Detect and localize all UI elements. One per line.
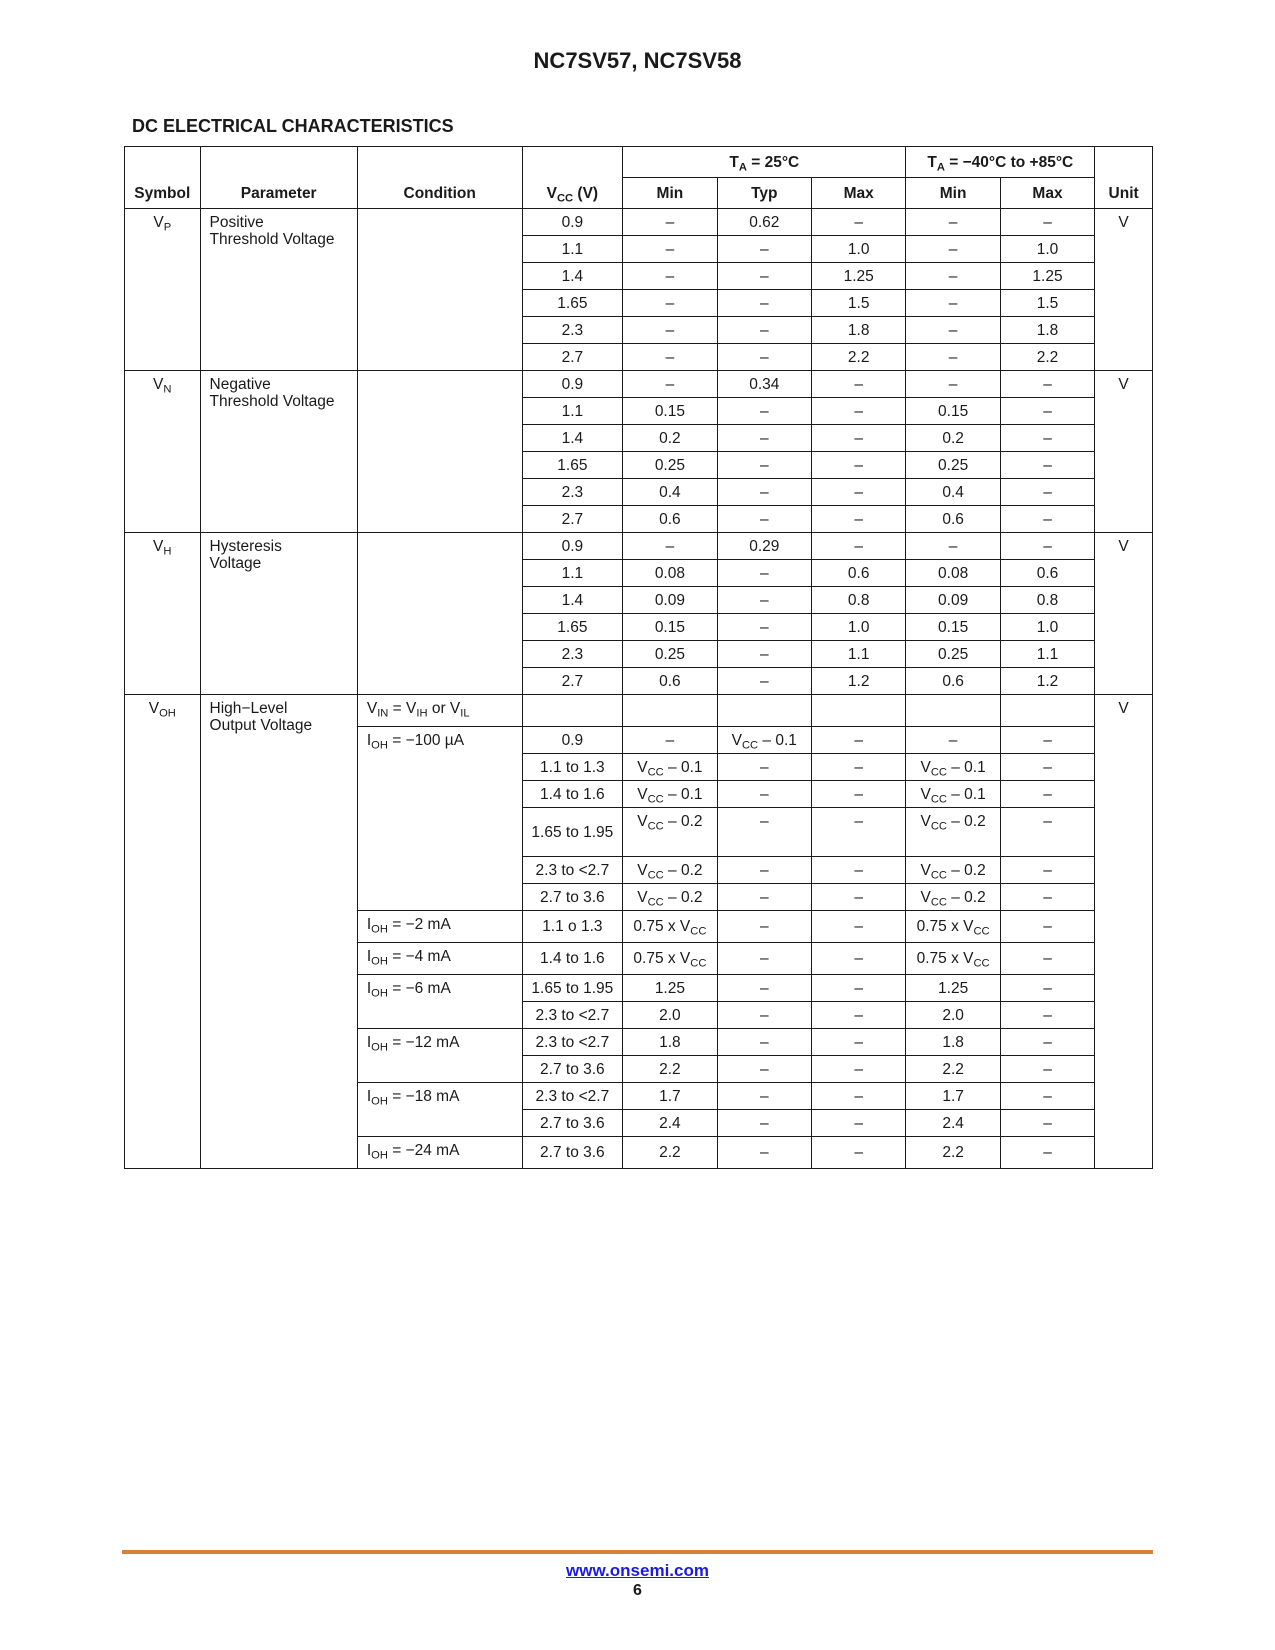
condition-cell bbox=[357, 533, 522, 695]
cell-min-range: 0.6 bbox=[906, 668, 1000, 695]
cell-min-range: $V_{CC} - 0.1$ bbox=[906, 754, 1000, 781]
cell-vcc: 0.9 bbox=[522, 209, 623, 236]
cell-typ-25c: $V_{CC} - 0.1$ bbox=[717, 727, 811, 754]
header-vcc: $V_{CC}$ (V) bbox=[522, 147, 623, 209]
cell-min-range: – bbox=[906, 209, 1000, 236]
table-row bbox=[125, 695, 1153, 727]
footer-website-link[interactable]: www.onsemi.com bbox=[566, 1561, 709, 1580]
cell-vcc: 1.4 to 1.6 bbox=[522, 943, 623, 975]
cell-vcc: 2.7 to 3.6 bbox=[522, 1056, 623, 1083]
cell-max-25c: 1.5 bbox=[811, 290, 905, 317]
cell-max-25c: – bbox=[811, 1002, 905, 1029]
cell-min-25c: – bbox=[623, 317, 717, 344]
cell-max-range: 1.5 bbox=[1000, 290, 1094, 317]
cell-max-range: 0.8 bbox=[1000, 587, 1094, 614]
cell-vcc: 1.65 bbox=[522, 614, 623, 641]
cell-min-25c: 2.4 bbox=[623, 1110, 717, 1137]
cell-max-25c: 1.2 bbox=[811, 668, 905, 695]
cell-typ-25c: – bbox=[717, 263, 811, 290]
cell-min-25c: 0.15 bbox=[623, 398, 717, 425]
cell-max-range: – bbox=[1000, 857, 1094, 884]
cell-max-25c: – bbox=[811, 754, 905, 781]
cell-typ-25c: – bbox=[717, 614, 811, 641]
cell-vcc: 2.7 to 3.6 bbox=[522, 1110, 623, 1137]
cell-min-25c: 0.09 bbox=[623, 587, 717, 614]
condition-cell: $I_{OH} = -12$ mA bbox=[357, 1029, 522, 1083]
cell-max-25c: – bbox=[811, 911, 905, 943]
condition-cell: $I_{OH} = -2$ mA bbox=[357, 911, 522, 943]
cell-max-25c: – bbox=[811, 425, 905, 452]
cell-min-range: $V_{CC} - 0.2$ bbox=[906, 884, 1000, 911]
cell-max-range: – bbox=[1000, 371, 1094, 398]
cell-max-25c: 2.2 bbox=[811, 344, 905, 371]
cell-vcc: 1.1 bbox=[522, 560, 623, 587]
cell-typ-25c: – bbox=[717, 1029, 811, 1056]
cell-max-25c: – bbox=[811, 452, 905, 479]
cell-typ-25c: – bbox=[717, 754, 811, 781]
cell-vcc: 1.4 bbox=[522, 587, 623, 614]
cell-max-25c: – bbox=[811, 1056, 905, 1083]
cell-max-25c: 1.0 bbox=[811, 236, 905, 263]
cell-min-range: 0.75 x $V_{CC}$ bbox=[906, 943, 1000, 975]
cell-min-25c: – bbox=[623, 209, 717, 236]
cell-typ-25c: – bbox=[717, 911, 811, 943]
cell-min-25c: $V_{CC} - 0.1$ bbox=[623, 754, 717, 781]
cell-max-range: 1.0 bbox=[1000, 614, 1094, 641]
parameter-cell: Negative Threshold Voltage bbox=[200, 371, 357, 533]
cell-min-range: 1.25 bbox=[906, 975, 1000, 1002]
cell-vcc: 2.3 to <2.7 bbox=[522, 1002, 623, 1029]
cell-typ-25c: – bbox=[717, 452, 811, 479]
table-row bbox=[125, 533, 1153, 560]
cell-min-25c: $V_{CC} - 0.2$ bbox=[623, 808, 717, 857]
cell-max-25c: – bbox=[811, 975, 905, 1002]
cell-typ-25c: – bbox=[717, 641, 811, 668]
cell-min-range: 1.7 bbox=[906, 1083, 1000, 1110]
cell-min-range: – bbox=[906, 371, 1000, 398]
cell-typ-25c: – bbox=[717, 290, 811, 317]
cell-max-25c: – bbox=[811, 884, 905, 911]
cell-min-25c: $V_{CC} - 0.2$ bbox=[623, 857, 717, 884]
parameter-cell: Positive Threshold Voltage bbox=[200, 209, 357, 371]
cell-max-range: – bbox=[1000, 808, 1094, 857]
cell-min-25c: 0.4 bbox=[623, 479, 717, 506]
cell-max-25c bbox=[811, 695, 905, 727]
cell-max-range: – bbox=[1000, 975, 1094, 1002]
cell-vcc: 2.3 bbox=[522, 317, 623, 344]
header-unit: Unit bbox=[1095, 147, 1153, 209]
cell-typ-25c bbox=[717, 695, 811, 727]
cell-typ-25c: 0.62 bbox=[717, 209, 811, 236]
cell-min-25c: – bbox=[623, 236, 717, 263]
cell-min-range: 0.75 x $V_{CC}$ bbox=[906, 911, 1000, 943]
cell-max-range: – bbox=[1000, 781, 1094, 808]
cell-max-25c: 1.1 bbox=[811, 641, 905, 668]
table-row bbox=[125, 209, 1153, 236]
cell-max-range: – bbox=[1000, 452, 1094, 479]
header-symbol: Symbol bbox=[125, 147, 201, 209]
cell-vcc: 2.7 bbox=[522, 344, 623, 371]
cell-max-25c: – bbox=[811, 1137, 905, 1169]
section-title: DC ELECTRICAL CHARACTERISTICS bbox=[132, 116, 454, 136]
cell-min-25c: – bbox=[623, 371, 717, 398]
cell-max-range: – bbox=[1000, 943, 1094, 975]
cell-vcc: 0.9 bbox=[522, 533, 623, 560]
cell-max-25c: 1.25 bbox=[811, 263, 905, 290]
cell-vcc: 2.7 bbox=[522, 506, 623, 533]
cell-typ-25c: – bbox=[717, 781, 811, 808]
condition-cell bbox=[357, 209, 522, 371]
cell-min-range: 0.09 bbox=[906, 587, 1000, 614]
unit-cell: V bbox=[1095, 695, 1153, 1169]
cell-max-range: – bbox=[1000, 506, 1094, 533]
cell-vcc: 2.3 to <2.7 bbox=[522, 1083, 623, 1110]
cell-max-25c: – bbox=[811, 533, 905, 560]
cell-max-range: – bbox=[1000, 1110, 1094, 1137]
symbol-cell: $V_{OH}$ bbox=[125, 695, 201, 1169]
dc-characteristics-table bbox=[124, 146, 1153, 1169]
cell-vcc: 2.7 to 3.6 bbox=[522, 884, 623, 911]
cell-min-range: 0.08 bbox=[906, 560, 1000, 587]
cell-vcc: 1.65 to 1.95 bbox=[522, 808, 623, 857]
cell-max-range: 1.0 bbox=[1000, 236, 1094, 263]
cell-max-25c: – bbox=[811, 209, 905, 236]
unit-cell: V bbox=[1095, 533, 1153, 695]
cell-min-25c: 0.15 bbox=[623, 614, 717, 641]
unit-cell: V bbox=[1095, 371, 1153, 533]
cell-max-range: 1.8 bbox=[1000, 317, 1094, 344]
cell-max-25c: – bbox=[811, 1110, 905, 1137]
cell-vcc: 0.9 bbox=[522, 371, 623, 398]
symbol-cell: $V_H$ bbox=[125, 533, 201, 695]
cell-max-range: 0.6 bbox=[1000, 560, 1094, 587]
cell-typ-25c: 0.29 bbox=[717, 533, 811, 560]
cell-typ-25c: – bbox=[717, 808, 811, 857]
cell-max-25c: – bbox=[811, 1083, 905, 1110]
cell-min-range: – bbox=[906, 533, 1000, 560]
cell-typ-25c: – bbox=[717, 668, 811, 695]
header-min-range: Min bbox=[906, 178, 1000, 209]
unit-cell: V bbox=[1095, 209, 1153, 371]
cell-max-range: – bbox=[1000, 209, 1094, 236]
cell-min-25c: 0.08 bbox=[623, 560, 717, 587]
cell-max-25c: – bbox=[811, 506, 905, 533]
cell-min-25c: – bbox=[623, 533, 717, 560]
cell-max-range: 1.25 bbox=[1000, 263, 1094, 290]
cell-vcc: 1.65 bbox=[522, 290, 623, 317]
cell-min-25c: $V_{CC} - 0.2$ bbox=[623, 884, 717, 911]
cell-typ-25c: – bbox=[717, 560, 811, 587]
cell-min-range: – bbox=[906, 290, 1000, 317]
cell-min-range: – bbox=[906, 317, 1000, 344]
cell-vcc: 1.1 bbox=[522, 236, 623, 263]
cell-typ-25c: – bbox=[717, 1110, 811, 1137]
header-min-25c: Min bbox=[623, 178, 717, 209]
condition-cell: $V_{IN} = V_{IH}$ or $V_{IL}$ bbox=[357, 695, 522, 727]
cell-min-25c: 0.6 bbox=[623, 506, 717, 533]
cell-min-25c: 1.25 bbox=[623, 975, 717, 1002]
cell-typ-25c: – bbox=[717, 1056, 811, 1083]
cell-min-25c: – bbox=[623, 290, 717, 317]
cell-min-25c: 2.2 bbox=[623, 1056, 717, 1083]
cell-min-25c: – bbox=[623, 344, 717, 371]
cell-min-25c bbox=[623, 695, 717, 727]
condition-cell: $I_{OH} = -100$ µA bbox=[357, 727, 522, 911]
cell-min-25c: 2.2 bbox=[623, 1137, 717, 1169]
table-body bbox=[125, 209, 1153, 1169]
cell-max-range: 1.1 bbox=[1000, 641, 1094, 668]
cell-typ-25c: – bbox=[717, 587, 811, 614]
cell-max-25c: – bbox=[811, 727, 905, 754]
cell-min-25c: $V_{CC} - 0.1$ bbox=[623, 781, 717, 808]
cell-min-range: 2.0 bbox=[906, 1002, 1000, 1029]
cell-vcc: 2.3 bbox=[522, 479, 623, 506]
cell-min-range bbox=[906, 695, 1000, 727]
cell-vcc: 2.7 to 3.6 bbox=[522, 1137, 623, 1169]
cell-min-25c: 0.2 bbox=[623, 425, 717, 452]
cell-typ-25c: – bbox=[717, 884, 811, 911]
cell-min-range: 0.4 bbox=[906, 479, 1000, 506]
cell-max-25c: – bbox=[811, 781, 905, 808]
cell-min-25c: – bbox=[623, 263, 717, 290]
page-number: 6 bbox=[633, 1582, 642, 1599]
cell-max-range: – bbox=[1000, 425, 1094, 452]
cell-min-range: – bbox=[906, 236, 1000, 263]
cell-min-25c: 2.0 bbox=[623, 1002, 717, 1029]
condition-cell: $I_{OH} = -18$ mA bbox=[357, 1083, 522, 1137]
cell-vcc: 1.65 bbox=[522, 452, 623, 479]
cell-max-range: – bbox=[1000, 1029, 1094, 1056]
cell-max-25c: – bbox=[811, 398, 905, 425]
cell-max-range: – bbox=[1000, 754, 1094, 781]
cell-max-range: – bbox=[1000, 911, 1094, 943]
cell-typ-25c: – bbox=[717, 398, 811, 425]
cell-min-range: 0.15 bbox=[906, 614, 1000, 641]
cell-min-25c: – bbox=[623, 727, 717, 754]
cell-min-range: $V_{CC} - 0.1$ bbox=[906, 781, 1000, 808]
cell-min-range: $V_{CC} - 0.2$ bbox=[906, 808, 1000, 857]
cell-typ-25c: – bbox=[717, 857, 811, 884]
cell-vcc: 1.4 bbox=[522, 425, 623, 452]
cell-max-25c: 0.6 bbox=[811, 560, 905, 587]
header-condition: Condition bbox=[357, 147, 522, 209]
cell-min-25c: 1.8 bbox=[623, 1029, 717, 1056]
cell-min-range: 0.25 bbox=[906, 452, 1000, 479]
cell-min-range: 2.2 bbox=[906, 1137, 1000, 1169]
symbol-cell: $V_P$ bbox=[125, 209, 201, 371]
cell-min-25c: 0.75 x $V_{CC}$ bbox=[623, 943, 717, 975]
cell-min-range: – bbox=[906, 263, 1000, 290]
cell-min-25c: 1.7 bbox=[623, 1083, 717, 1110]
cell-min-25c: 0.25 bbox=[623, 452, 717, 479]
cell-min-25c: 0.25 bbox=[623, 641, 717, 668]
condition-cell: $I_{OH} = -4$ mA bbox=[357, 943, 522, 975]
cell-max-range: – bbox=[1000, 479, 1094, 506]
cell-max-25c: – bbox=[811, 1029, 905, 1056]
header-ta-25c: $T_A = 25^\circ C$ bbox=[623, 147, 906, 178]
cell-min-25c: 0.75 x $V_{CC}$ bbox=[623, 911, 717, 943]
cell-max-range bbox=[1000, 695, 1094, 727]
parameter-cell: Hysteresis Voltage bbox=[200, 533, 357, 695]
cell-min-range: – bbox=[906, 344, 1000, 371]
cell-typ-25c: – bbox=[717, 479, 811, 506]
cell-max-25c: – bbox=[811, 371, 905, 398]
cell-max-range: – bbox=[1000, 398, 1094, 425]
cell-min-range: 0.25 bbox=[906, 641, 1000, 668]
cell-vcc: 2.3 bbox=[522, 641, 623, 668]
cell-max-range: – bbox=[1000, 1137, 1094, 1169]
header-ta-range: $T_A = -40^\circ C$ to +85°C bbox=[906, 147, 1095, 178]
cell-vcc: 1.4 to 1.6 bbox=[522, 781, 623, 808]
cell-min-range: – bbox=[906, 727, 1000, 754]
cell-typ-25c: – bbox=[717, 317, 811, 344]
cell-max-range: – bbox=[1000, 884, 1094, 911]
cell-vcc bbox=[522, 695, 623, 727]
cell-min-range: 2.2 bbox=[906, 1056, 1000, 1083]
cell-vcc: 1.1 to 1.3 bbox=[522, 754, 623, 781]
cell-max-25c: 1.0 bbox=[811, 614, 905, 641]
cell-typ-25c: – bbox=[717, 344, 811, 371]
cell-max-range: 1.2 bbox=[1000, 668, 1094, 695]
cell-max-25c: 1.8 bbox=[811, 317, 905, 344]
cell-max-range: – bbox=[1000, 1002, 1094, 1029]
cell-max-range: – bbox=[1000, 1056, 1094, 1083]
cell-min-range: 0.6 bbox=[906, 506, 1000, 533]
cell-max-range: – bbox=[1000, 727, 1094, 754]
cell-typ-25c: – bbox=[717, 943, 811, 975]
cell-vcc: 2.3 to <2.7 bbox=[522, 1029, 623, 1056]
cell-min-range: 0.2 bbox=[906, 425, 1000, 452]
cell-max-25c: – bbox=[811, 808, 905, 857]
cell-typ-25c: – bbox=[717, 975, 811, 1002]
condition-cell: $I_{OH} = -6$ mA bbox=[357, 975, 522, 1029]
cell-typ-25c: – bbox=[717, 236, 811, 263]
header-max-range: Max bbox=[1000, 178, 1094, 209]
cell-min-25c: 0.6 bbox=[623, 668, 717, 695]
cell-max-25c: – bbox=[811, 857, 905, 884]
cell-typ-25c: – bbox=[717, 425, 811, 452]
cell-max-25c: – bbox=[811, 479, 905, 506]
header-max-25c: Max bbox=[811, 178, 905, 209]
cell-vcc: 2.3 to <2.7 bbox=[522, 857, 623, 884]
cell-max-range: 2.2 bbox=[1000, 344, 1094, 371]
cell-vcc: 1.1 bbox=[522, 398, 623, 425]
cell-typ-25c: – bbox=[717, 506, 811, 533]
cell-max-range: – bbox=[1000, 1083, 1094, 1110]
footer-rule bbox=[122, 1550, 1153, 1554]
cell-typ-25c: 0.34 bbox=[717, 371, 811, 398]
cell-max-25c: 0.8 bbox=[811, 587, 905, 614]
parameter-cell: High−Level Output Voltage bbox=[200, 695, 357, 1169]
cell-typ-25c: – bbox=[717, 1083, 811, 1110]
cell-vcc: 1.65 to 1.95 bbox=[522, 975, 623, 1002]
cell-vcc: 1.1 o 1.3 bbox=[522, 911, 623, 943]
cell-min-range: 2.4 bbox=[906, 1110, 1000, 1137]
cell-max-25c: – bbox=[811, 943, 905, 975]
cell-max-range: – bbox=[1000, 533, 1094, 560]
symbol-cell: $V_N$ bbox=[125, 371, 201, 533]
cell-vcc: 1.4 bbox=[522, 263, 623, 290]
cell-vcc: 0.9 bbox=[522, 727, 623, 754]
cell-min-range: $V_{CC} - 0.2$ bbox=[906, 857, 1000, 884]
condition-cell bbox=[357, 371, 522, 533]
cell-min-range: 0.15 bbox=[906, 398, 1000, 425]
cell-typ-25c: – bbox=[717, 1137, 811, 1169]
header-typ-25c: Typ bbox=[717, 178, 811, 209]
cell-min-range: 1.8 bbox=[906, 1029, 1000, 1056]
document-title: NC7SV57, NC7SV58 bbox=[533, 48, 742, 73]
header-parameter: Parameter bbox=[200, 147, 357, 209]
cell-vcc: 2.7 bbox=[522, 668, 623, 695]
cell-typ-25c: – bbox=[717, 1002, 811, 1029]
condition-cell: $I_{OH} = -24$ mA bbox=[357, 1137, 522, 1169]
table-row bbox=[125, 371, 1153, 398]
